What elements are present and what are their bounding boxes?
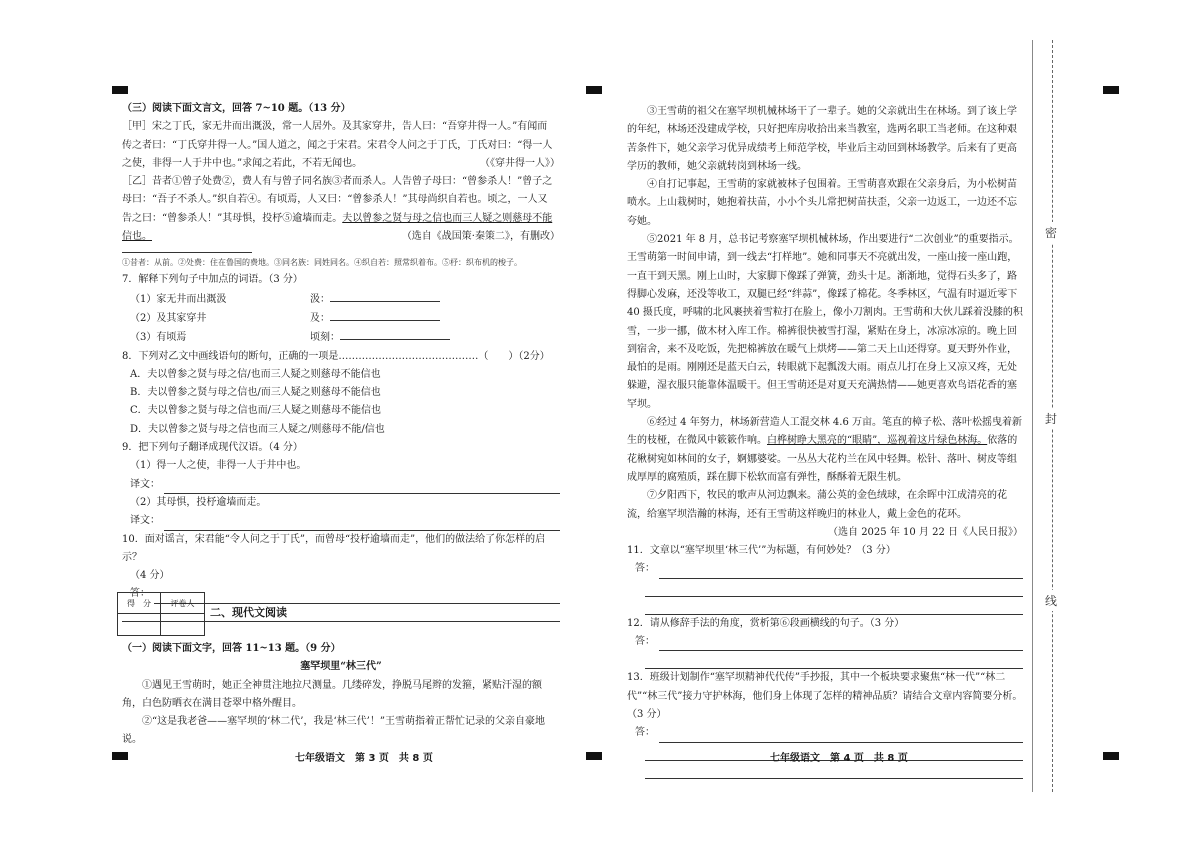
q8-option-d[interactable]: D．夫以曾参之贤与母之信也而三人疑之/则慈母不能/信也 (130, 423, 385, 435)
section-title: （三）阅读下面文言文，回答 7~10 题。（13 分） (122, 103, 351, 114)
q10-answer[interactable]: 答： (122, 585, 560, 603)
jia-source: （《穿井得一人》） (480, 157, 560, 169)
essay-source: （选自 2025 年 10 月 22 日《人民日报》） (828, 526, 1023, 538)
paragraph-3: ③王雪萌的祖父在塞罕坝机械林场干了一辈子。她的父亲就出生在林场。到了该上学的年纪，林场还没建成学校，只好把库房收拾出来当教室，选两名职工当老师。在这种艰苦条件下，她父亲学习优异成绩考上师范学校，毕业后主动回到林场教学。后来有了更高学历的教师，她父亲就转岗到林场一线。 (627, 106, 1017, 172)
binding-label-mi: 密 (1045, 222, 1057, 243)
score-cell[interactable] (118, 614, 161, 635)
paragraph-6: ⑥经过 4 年努力，林场新营造人工混交林 4.6 万亩。笔直的樟子松、落叶松摇曳着新生的枝桠，在微风中簌簌作响。白桦树睁大黑亮的“眼睛”，巡视着这片绿色林海。依落的花楸树宛如林间的女子，婀娜婆娑。一丛丛大花杓兰在风中轻舞。松针、落叶、树皮等组成厚厚的腐殖质，踩在脚下松软而富有弹性，酥酥着无限生机。 (627, 417, 1022, 483)
q8-option-b[interactable]: B．夫以曾参之贤与母之信也/而三人疑之则慈母不能信也 (130, 387, 381, 399)
left-page (122, 100, 560, 622)
q7-item-3: （3）有顷焉 顷刻： (122, 328, 560, 347)
question-7: 7．解释下列句子中加点的词语。（3 分） (122, 274, 303, 286)
footer-left: 七年级语文 第 3 页 共 8 页 (295, 753, 433, 764)
right-page (627, 103, 1023, 779)
registration-mark (586, 752, 602, 760)
left-page-essay (122, 640, 560, 750)
question-8: 8．下列对乙文中画线语句的断句，正确的一项是……………………………………（ ）（2分） (122, 350, 550, 362)
q12-answer[interactable]: 答： (627, 633, 1023, 651)
q9-sentence-1: （1）得一人之使，非得一人于井中也。 (130, 460, 307, 472)
registration-mark (1103, 752, 1119, 760)
q11-answer-line-2[interactable] (645, 579, 1023, 597)
q7-answer-2[interactable] (330, 309, 440, 321)
subsection-title: （一）阅读下面文字，回答 11~13 题。（9 分） (122, 643, 341, 654)
q9-answer-1[interactable]: 译文： (122, 476, 560, 494)
question-9: 9．把下列句子翻译成现代汉语。（4 分） (122, 442, 303, 454)
registration-mark (1103, 86, 1119, 94)
score-label: 得 分 (118, 593, 161, 614)
question-11: 11．文章以“塞罕坝里‘林三代’”为标题，有何妙处？（3 分） (627, 545, 896, 557)
q7-item-1: （1）家无井而出溉汲 汲： (122, 290, 560, 309)
q9-sentence-2: （2）其母惧，投杼逾墙而走。 (130, 496, 267, 508)
binding-label-xian: 线 (1045, 590, 1057, 611)
q7-answer-1[interactable] (330, 290, 440, 302)
registration-mark (586, 86, 602, 94)
text-yi-4: 信也。 （选自《战国策·秦策二》，有删改） (122, 228, 560, 246)
paragraph-1: ①遇见王雪萌时，她正全神贯注地拉尺测量。几缕碎发，挣脱马尾辫的发箍，紧贴汗湿的额角，白色防晒衣在满目苍翠中格外醒目。 (122, 679, 542, 709)
q8-option-c[interactable]: C．夫以曾参之贤与母之信也而/三人疑之则慈母不能信也 (130, 405, 382, 417)
text-jia-2: 传之者曰：“丁氏穿井得一人。”国人道之，闻之于宋君。宋君令人问之于丁氏，丁氏对曰：“得一人 (122, 139, 553, 151)
paragraph-7: ⑦夕阳西下，牧民的歌声从河边飘来。蒲公英的金色绒球，在余晖中江成清亮的花流，给塞罕坝浩瀚的林海，还有王雪萌这样晚归的林业人，戴上金色的花环。 (627, 490, 1007, 520)
footnotes: ①昔者：从前。②处费：住在鲁国的费地。③同名族：同姓同名。④织自若：照常织着布。⑤杼：织布机的梭子。 (122, 258, 522, 268)
q7-item-2: （2）及其家穿井 及： (122, 309, 560, 328)
q8-option-a[interactable]: A．夫以曾参之贤与母之信/也而三人疑之则慈母不能信也 (130, 368, 381, 380)
paragraph-4: ④自打记事起，王雪萌的家就被林子包围着。王雪萌喜欢跟在父亲身后，为小松树苗喷水。上山栽树时，她抱着扶苗，小小个头儿常把树苗扶歪，父亲一边返工，一边还不忘夸她。 (627, 179, 1017, 227)
registration-mark (112, 86, 128, 94)
q13-answer[interactable]: 答： (627, 724, 1023, 742)
registration-mark (112, 752, 128, 760)
question-13: 13．班级计划制作“塞罕坝精神代代传”手抄报，其中一个板块要求聚焦“林一代”“林二代”“林三代”接力守护林海，他们身上体现了怎样的精神品质？请结合文章内容简要分析。（3 分） (627, 672, 1023, 720)
text-yi-1: ［乙］昔者①曾子处费②，费人有与曾子同名族③者而杀人。人告曾子母曰：“曾参杀人！”曾子之 (122, 176, 553, 188)
essay-title: 塞罕坝里“林三代” (300, 661, 382, 673)
footer-right: 七年级语文 第 4 页 共 8 页 (770, 753, 908, 764)
yi-source: （选自《战国策·秦策二》，有删改） (401, 231, 560, 243)
grader-label: 评卷人 (161, 593, 204, 614)
part2-heading: 二、现代文阅读 (210, 606, 287, 619)
q12-answer-line-2[interactable] (645, 651, 1023, 669)
q11-answer[interactable]: 答： (627, 560, 1023, 578)
q11-answer-line-3[interactable] (645, 597, 1023, 615)
binding-label-feng: 封 (1045, 408, 1057, 429)
q7-answer-3[interactable] (340, 328, 450, 340)
grader-cell[interactable] (161, 614, 204, 635)
q10-score: （4 分） (130, 570, 170, 582)
question-12: 12．请从修辞手法的角度，赏析第⑥段画横线的句子。（3 分） (627, 617, 905, 629)
score-box (117, 592, 205, 636)
underlined-sentence: 白桦树睁大黑亮的“眼睛”，巡视着这片绿色林海。 (767, 435, 988, 447)
paragraph-5: ⑤2021 年 8 月，总书记考察塞罕坝机械林场，作出要进行“二次创业”的重要指示。王雪萌第一时间申请，到一线去“打样地”。她和同事天不亮就出发，一座山接一座山跑，一直干到天黑。刚上山时，大家脚下像踩了弹簧，劲头十足。渐渐地，觉得石头多了，路得脚心发麻，还没等收工，双腿已经“绊蒜”，像踩了棉花。冬季林区，气温有时逼近零下 40 摄氏度，呼啸的北风裹挟着雪粒打在脸上，像小刀割肉。王雪萌和大伙儿踩着没膝的积雪，一步一挪，做木材入库工作。棉裤很快被雪打湿，紧贴在身上，冰凉冰凉的。晚上回到宿舍，来不及吃饭，先把棉裤放在暖气上烘烤——第二天上山还得穿。夏天野外作业，最怕的是雨。刚刚还是蓝天白云，转眼就下起瓢泼大雨。雨点儿打在身上又凉又疼，无处躲避，湿衣服只能靠体温暖干。但王雪萌还是对夏天充满热情——她更喜欢鸟语花香的塞罕坝。 (627, 234, 1023, 410)
paragraph-2: ②“这是我老爸——塞罕坝的‘林二代’，我是‘林三代’！”王雪萌指着正帮忙记录的父亲自豪地说。 (122, 716, 545, 746)
text-jia-3: 之使，非得一人于井中也。”求闻之若此，不若无闻也。 （《穿井得一人》） (122, 155, 560, 173)
footnote-rule (122, 252, 252, 253)
text-jia-1: ［甲］宋之丁氏，家无井而出溉汲，常一人居外。及其家穿井，告人曰：“吾穿井得一人。”有闻而 (122, 121, 548, 133)
binding-edge (1032, 40, 1033, 792)
question-10: 10．面对谣言，宋君能“令人问之于丁氏”，而曾母“投杼逾墙而走”，他们的做法给了你怎样的启示？ (122, 533, 546, 563)
text-yi-3: 告之曰：“曾参杀人！”其母惧，投杼⑤逾墙而走。夫以曾参之贤与母之信也而三人疑之则慈母不能 (122, 212, 553, 224)
q9-answer-2[interactable]: 译文： (122, 512, 560, 530)
text-yi-2: 母曰：“吾子不杀人。”织自若④。有顷焉，人又曰：“曾参杀人！”其母尚织自若也。顷之，一人又 (122, 194, 548, 206)
